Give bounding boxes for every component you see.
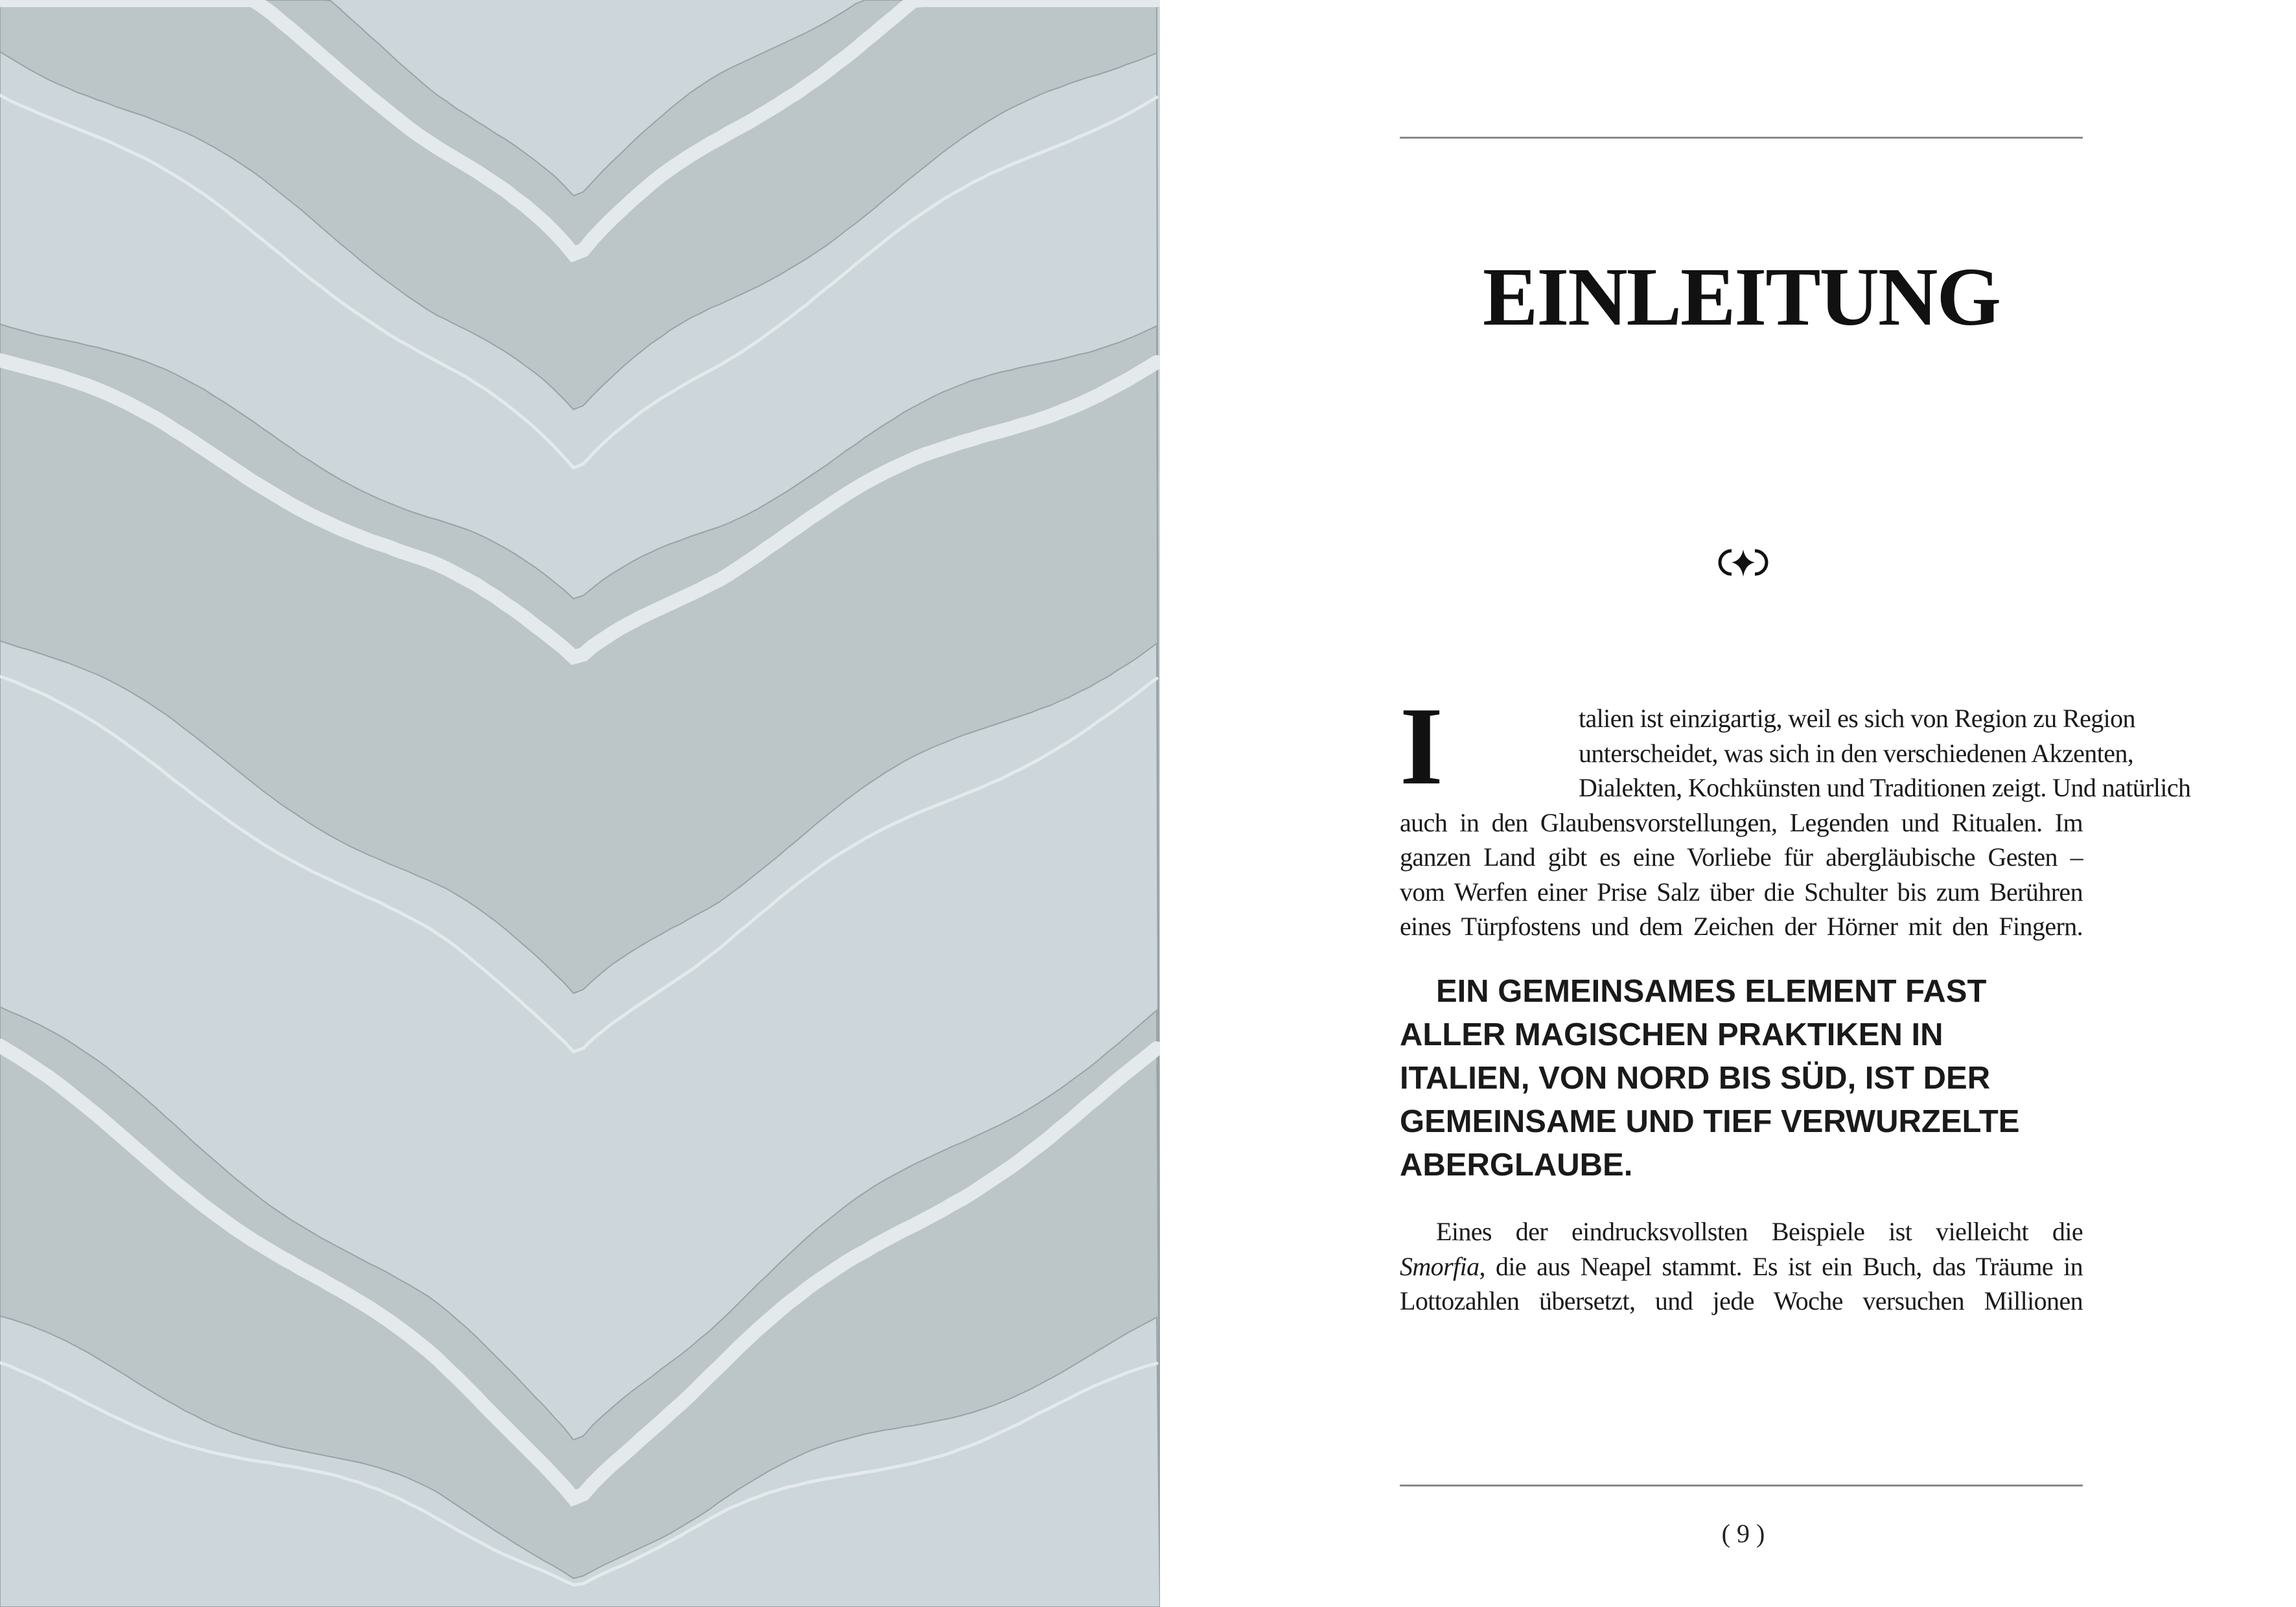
- quote-line: ABERGLAUBE.: [1400, 1148, 1633, 1183]
- quote-line: ALLER MAGISCHEN PRAKTIKEN IN: [1400, 1017, 1943, 1052]
- page-number: ( 9 ): [1721, 1519, 1765, 1548]
- text-line: Lottozahlen übersetzt, und jede Woche versuchen Millionen: [1400, 1286, 2083, 1315]
- top-rule: [1400, 137, 2083, 139]
- text-line: Eines der eindrucksvollsten Beispiele ist vielleicht die: [1436, 1217, 2083, 1246]
- quote-line: EIN GEMEINSAMES ELEMENT FAST: [1436, 974, 1987, 1009]
- moon-star-ornament-icon: [1717, 544, 1769, 581]
- book-title-smorfia: Smorfia: [1400, 1251, 1479, 1281]
- text-line: vom Werfen einer Prise Salz über die Schulter bis zum Berühren: [1400, 877, 2083, 907]
- text-line: talien ist einzigartig, weil es sich von Region zu Region: [1579, 704, 2135, 733]
- intro-paragraph: [1400, 685, 2191, 944]
- pull-quote: [1400, 970, 2083, 1187]
- text-line: unterscheidet, was sich in den verschiedenen Akzenten,: [1579, 738, 2134, 768]
- text-line: auch in den Glaubensvorstellungen, Legenden und Ritualen. Im: [1400, 807, 2083, 837]
- quote-line: ITALIEN, VON NORD BIS SÜD, IST DER: [1400, 1061, 1991, 1096]
- quote-line: GEMEINSAME UND TIEF VERWURZELTE: [1400, 1104, 2020, 1139]
- text-line: ganzen Land gibt es eine Vorliebe für abergläubische Gesten –: [1400, 842, 2083, 872]
- text-span: , die aus Neapel stammt. Es ist ein Buch, das Träume in: [1479, 1251, 2083, 1281]
- drop-cap: I: [1400, 685, 1443, 808]
- text-line: [1400, 1249, 2083, 1284]
- text-line: Dialekten, Kochkünsten und Traditionen zeigt. Und natürlich: [1579, 773, 2191, 802]
- bottom-rule: [1400, 1485, 2083, 1486]
- second-paragraph: [1400, 1214, 2083, 1319]
- text-line: eines Türpfostens und dem Zeichen der Hörner mit den Fingern.: [1400, 912, 2083, 941]
- chapter-title: EINLEITUNG: [1483, 251, 2000, 343]
